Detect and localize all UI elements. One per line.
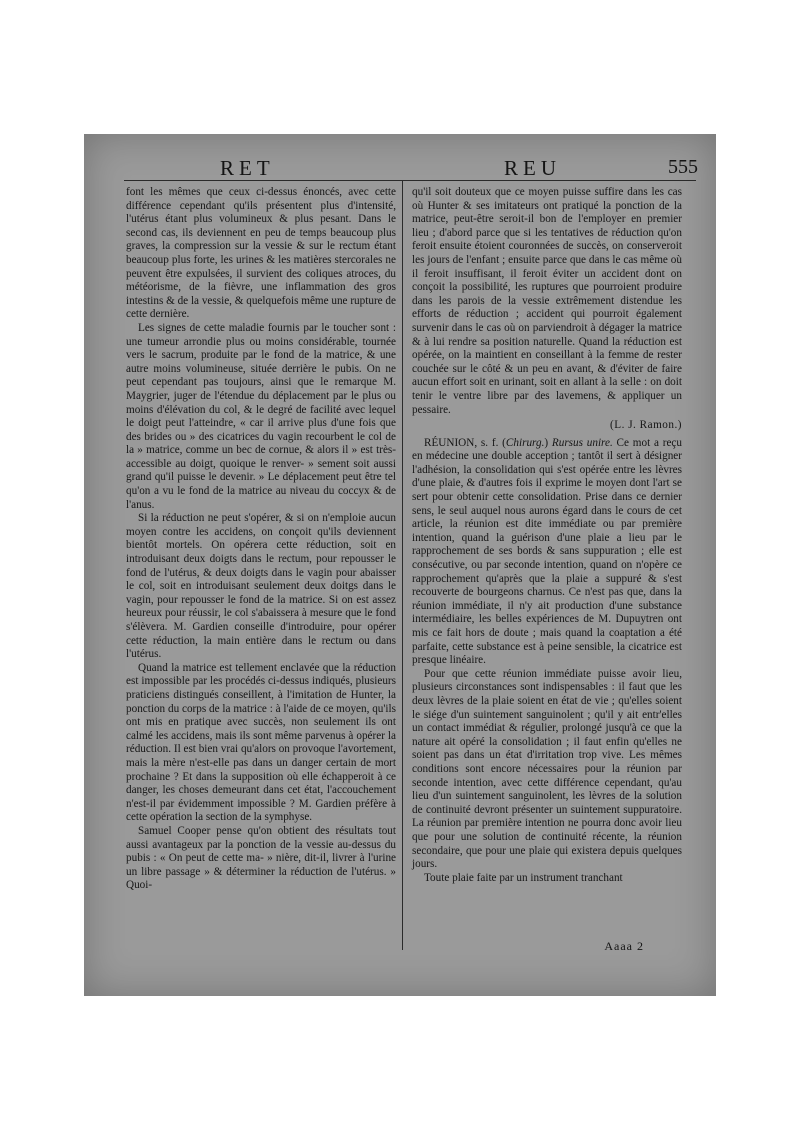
left-column bbox=[126, 186, 396, 893]
entry-text: Ce mot a reçu en médecine une double acception ; tantôt il sert à désigner l'adhésion, la consolidation qui s'est opérée entre les lèvres d'une plaie, & d'autres fois il exprime le moyen dont l'art se sert pour obtenir cette consolidation. Prise dans ce dernier sens, le seul auquel nous aurons égard dans le cours de cet article, la réunion est dite immédiate ou par première intention, quand la guérison d'une plaie a lieu par le rapprochement de ses bords & sans suppuration ; elle est consécutive, ou par seconde intention, quand on n'opère ce rapprochement qu'après que la plaie a suppuré & s'est recouverte de bourgeons charnus. Ce n'est pas que, dans la réunion immédiate, il n'y ait production d'une substance intermédiaire, les belles expériences de M. Dupuytren ont mis ce fait hors de doute ; mais quand la coaptation a été parfaite, cette substance est à peine sensible, la cicatrice est presque linéaire. bbox=[412, 436, 682, 667]
entry-reunion bbox=[412, 437, 682, 668]
left-paragraph-1: font les mêmes que ceux ci-dessus énoncés, avec cette différence cependant qu'ils présentent plus d'intensité, l'utérus étant plus volumineux & plus pesant. Dans le second cas, ils deviennent en peu de temps beaucoup plus graves, la compression sur la vessie & sur le rectum étant beaucoup plus forte, les urines & les matières stercorales ne peuvent être expulsées, il survient des coliques atroces, du météorisme, de la fièvre, une inflammation des gros intestins & de la vessie, & quelquefois même une rupture de cette dernière. bbox=[126, 186, 396, 321]
left-paragraph-2: Les signes de cette maladie fournis par le toucher sont : une tumeur arrondie plus ou moins considérable, tournée vers le sacrum, produite par le fond de la matrice, & une autre moins volumineuse, située derrière le pubis. On ne peut cependant pas toujours, ainsi que le remarque M. Maygrier, juger de l'étendue du déplacement par le plus ou moins d'élévation du col, & le degré de facilité avec lequel le doigt peut l'atteindre, « car il arrive plus d'une fois que des brides ou » des cicatrices du vagin recourbent le col de la » matrice, comme un bec de cornue, & alors il » est très-accessible au doigt, quoique le renver- » sement soit aussi grand qu'il puisse le devenir. » Le déplacement peut être tel qu'on a vu le fond de la matrice au niveau du coccyx & de l'anus. bbox=[126, 321, 396, 511]
header-left-word: RET bbox=[220, 156, 275, 180]
left-paragraph-5: Samuel Cooper pense qu'on obtient des résultats tout aussi avantageux par la ponction de la vessie au-dessus du pubis : « On peut de cette ma- » nière, dit-il, livrer à l'urine un libre passage » & déterminer la réduction de l'utérus. » Quoi- bbox=[126, 824, 396, 892]
signature-mark: Aaaa 2 bbox=[604, 939, 644, 953]
page-number: 555 bbox=[668, 156, 698, 178]
right-paragraph-3: Toute plaie faite par un instrument tranchant bbox=[424, 871, 623, 884]
header-rule bbox=[124, 180, 696, 181]
scanned-page bbox=[84, 134, 716, 996]
right-column bbox=[412, 186, 682, 885]
left-paragraph-4: Quand la matrice est tellement enclavée que la réduction est impossible par les procédés ci-dessus indiqués, plusieurs praticiens distingués conseillent, à l'imitation de Hunter, la ponction du corps de la matrice : à l'aide de ce moyen, qu'ils ont mis en pratique avec succès, non seulement ils ont calmé les accidens, mais ils sont même parvenus à opérer la réduction. Il est bien vrai qu'alors on provoque l'avortement, mais la mère n'est-elle pas dans un danger certain de mort prochaine ? Et dans la supposition où elle échapperoit à ce danger, les choses demeurant dans cet état, l'accouchement n'est-il par évidemment impossible ? M. Gardien préfère à cette opération la section de la symphyse. bbox=[126, 661, 396, 824]
entry-headword: RÉUNION bbox=[424, 436, 475, 449]
running-header bbox=[84, 156, 716, 182]
left-paragraph-3: Si la réduction ne peut s'opérer, & si on n'emploie aucun moyen contre les accidens, on conçoit qu'ils deviennent bientôt mortels. On opérera cette réduction, soit en introduisant deux doigts dans le rectum, pour repousser le fond de l'utérus, & deux doigts dans le vagin pour abaisser le col, soit en introduisant seulement deux doitgs dans le vagin, pour repousser le fond de la matrice. Si on est assez heureux pour réussir, le col s'abaissera à mesure que le fond s'élèvera. M. Gardien conseille d'introduire, pour opérer cette réduction, la main entière dans le rectum ou dans l'utérus. bbox=[126, 512, 396, 661]
right-paragraph-2: Pour que cette réunion immédiate puisse avoir lieu, plusieurs circonstances sont indispensables : il faut que les deux lèvres de la plaie soient en état de vie ; qu'elles soient le siége d'un suintement sanguinolent ; qu'il y ait entr'elles un contact immédiat & régulier, prolongé jusqu'à ce que la nature ait opéré la consolidation ; il faut enfin qu'elles ne soient pas dans un état d'irritation trop vive. Les mêmes conditions sont encore nécessaires pour la réunion par seconde intention, avec cette différence cependant, qu'au lieu d'un suintement sanguinolent, les lèvres de la solution de continuité devront présenter un suintement suppuratoire. La réunion par première intention ne pourra donc avoir lieu que pour une solution de continuité récente, la réunion secondaire, que pour une plaie qui existera depuis quelques jours. bbox=[412, 667, 682, 871]
entry-domain: Chirurg. bbox=[505, 436, 545, 449]
header-right-word: REU bbox=[504, 156, 561, 180]
author-signature: (L. J. Ramon.) bbox=[610, 419, 682, 432]
entry-latin-sep: ) bbox=[544, 436, 552, 449]
entry-grammar: , s. f. ( bbox=[474, 436, 506, 449]
entry-latin: Rursus unire. bbox=[551, 436, 613, 449]
right-paragraph-continued: qu'il soit douteux que ce moyen puisse suffire dans les cas où Hunter & ses imitateurs ont pratiqué la ponction de la matrice, peut-être seroit-il bon de l'employer en premier lieu ; d'abord parce que si les tentatives de réduction qu'on feroit ensuite étoient couronnées de succès, on conserveroit les jours de l'enfant ; ensuite parce que dans le cas même où il feroit insuffisant, il feroit éviter un accident dont on conçoit la possibilité, les ruptures que pourroient produire dans les parois de la vessie extrêmement distendue les efforts de réduction ; accident qui pourroit également survenir dans le cas où on parviendroit à dégager la matrice & à lui rendre sa position naturelle. Quand la réduction est opérée, on la maintient en conseillant à la femme de rester couchée sur le côté & un peu en avant, & d'éviter de faire aucun effort soit en urinant, soit en allant à la selle : on doit tenir le ventre libre par des lavemens, & appliquer un pessaire. bbox=[412, 186, 682, 416]
column-divider bbox=[402, 180, 403, 950]
